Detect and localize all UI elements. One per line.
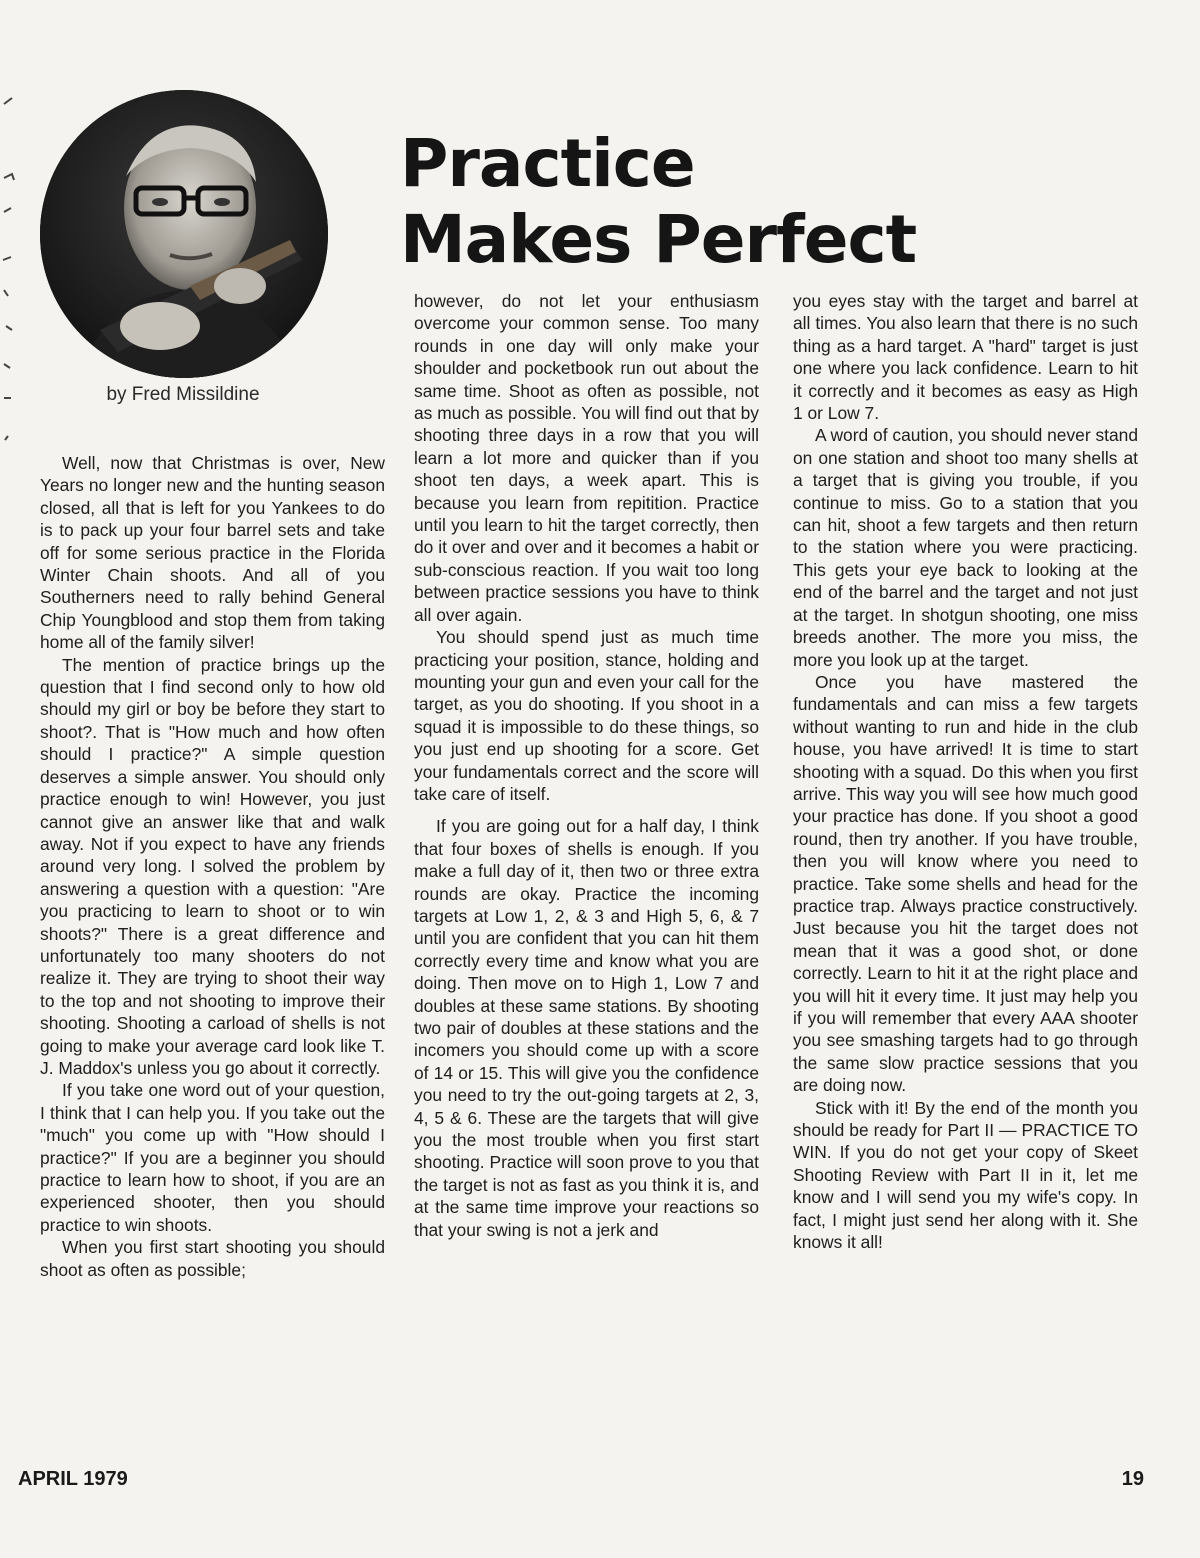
article-title <box>400 126 916 278</box>
title-line-2: Makes Perfect <box>400 201 917 278</box>
paragraph: If you take one word out of your question, I think that I can help you. If you take out the "much" you come up with "How should I practice?" If you are a beginner you should practice to learn how to shoot, if you are an experienced shooter, then you should practice to win shoots. <box>40 1080 385 1235</box>
margin-punch-marks <box>0 0 30 1558</box>
text-column-3 <box>793 290 1138 1253</box>
title-line-1: Practice <box>400 125 695 202</box>
page-number: 19 <box>1121 1468 1144 1490</box>
paragraph: When you first start shooting you should shoot as often as possible; <box>40 1237 385 1280</box>
paragraph: Once you have mastered the fundamentals and can miss a few targets without wanting to run and hide in the club house, you have arrived! It is time to start shooting with a squad. Do this when you first arrive. This way you will see how much good your practice has done. If you shoot a good round, then try another. If you have trouble, then you will know where you need to practice. Take some shells and head for the practice trap. Always practice constructively. Just because you hit the target does not mean that it was a good shot, or done correctly. Learn to hit it at the right place and you will hit it every time. It just may help you if you will remember that every AAA shooter you see smashing targets had to go through the same slow practice sessions that you are doing now. <box>793 671 1138 1096</box>
paragraph: Stick with it! By the end of the month you should be ready for Part II — PRACTICE TO WIN. If you do not get your copy of Skeet Shooting Review with Part II in it, let me know and I will send you my wife's copy. In fact, I might just send her along with it. She knows it all! <box>793 1097 1138 1253</box>
byline: by Fred Missildine <box>106 384 260 405</box>
paragraph: you eyes stay with the target and barrel at all times. You also learn that there is no such thing as a hard target. A "hard" target is just one where you lack confidence. Learn to hit it correctly and it becomes as easy as High 1 or Low 7. <box>793 291 1138 424</box>
paragraph: If you are going out for a half day, I think that four boxes of shells is enough. If you make a full day of it, then two or three extra rounds are okay. Practice the incoming targets at Low 1, 2, & 3 and High 5, 6, & 7 until you are confident that you can hit them correctly every time and know what you are doing. Then move on to High 1, Low 7 and doubles at these same stations. By shooting two pair of doubles at these stations and the incomers you should come up with a score of 14 or 15. This will give you the confidence you need to try the out-going targets at 2, 3, 4, 5 & 6. These are the targets that will give you the most trouble when you first start shooting. Practice will soon prove to you that the target is not as fast as you think it is, and at the same time improve your reactions so that your swing is not a jerk and <box>414 816 759 1240</box>
paragraph: however, do not let your enthusiasm overcome your common sense. Too many rounds in one day will only make your shoulder and pocketbook run out about the same time. Shoot as often as possible, not as much as possible. You will find out that by shooting three days in a row that you will learn a lot more and quicker than if you shoot ten days, a week apart. This is because you learn from repitition. Practice until you learn to hit the target correctly, then do it over and over and it becomes a habit or sub-conscious reaction. If you wait too long between practice sessions you have to think all over again. <box>414 291 759 625</box>
paragraph: A word of caution, you should never stand on one station and shoot too many shells at a target that is giving you trouble, if you continue to miss. Go to a station that you can hit, shoot a few targets and then return to the station where you were practicing. This gets your eye back to looking at the end of the barrel and the target and not just at the target. In shotgun shooting, one miss breeds another. The more you miss, the more you look up at the target. <box>793 425 1138 670</box>
paragraph: You should spend just as much time practicing your position, stance, holding and mounting your gun and even your call for the target, as you do shooting. If you shoot in a squad it is impossible to do these things, so you just end up shooting for a score. Get your fundamentals correct and the score will take care of itself. <box>414 627 759 804</box>
issue-date: APRIL 1979 <box>18 1468 128 1490</box>
paragraph: The mention of practice brings up the question that I find second only to how old should my girl or boy be before they start to shoot?. That is "How much and how often should I practice?" A simple question deserves a simple answer. You should only practice enough to win! However, you just cannot give an answer like that and walk away. Not if you expect to have any friends around very long. I solved the problem by answering a question with a question: "Are you practicing to learn to shoot or to win shoots?" There is a great difference and unfortunately too many shooters do not realize it. They are trying to shoot their way to the top and not shooting to improve their shooting. Shooting a carload of shells is not going to make your average card look like T. J. Maddox's unless you go about it correctly. <box>40 654 385 1078</box>
text-column-1 <box>40 452 385 1281</box>
text-column-2 <box>414 290 759 1241</box>
paragraph: Well, now that Christmas is over, New Years no longer new and the hunting season closed, all that is left for you Yankees to do is to pack up your four barrel sets and take off for some serious practice in the Florida Winter Chain shoots. And all of you Southerners need to rally behind General Chip Youngblood and stop them from taking home all of the family silver! <box>40 453 385 653</box>
author-photo <box>40 90 328 378</box>
